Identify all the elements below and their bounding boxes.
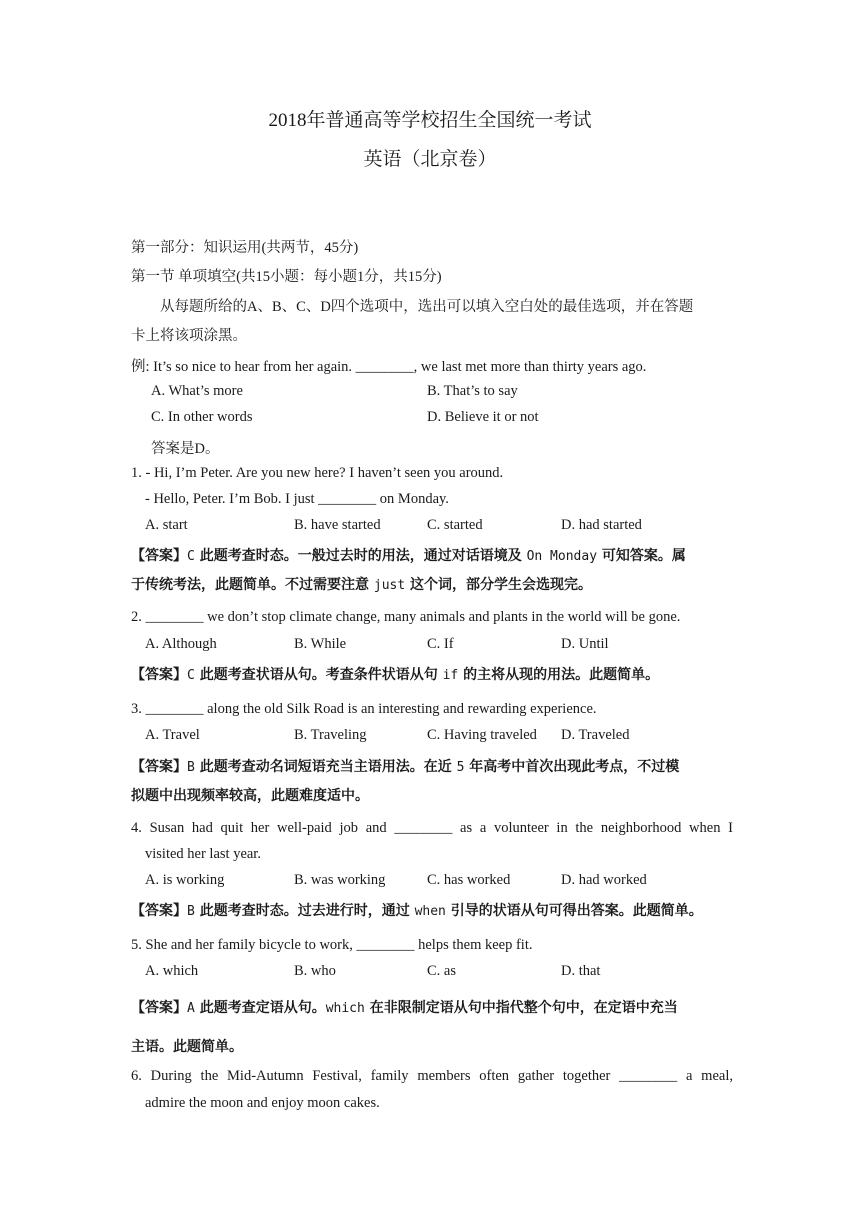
- instruction-line-1: 从每题所给的A、B、C、D四个选项中，选出可以填入空白处的最佳选项，并在答题: [160, 299, 694, 315]
- question-3-option-b: B. Traveling: [294, 727, 367, 743]
- question-3-option-d: D. Traveled: [561, 727, 630, 743]
- question-2-option-c: C. If: [427, 636, 454, 652]
- question-1-answer: 【答案】C 此题考查时态。一般过去时的用法，通过对话语境及 On Monday 可知答案。属 于传统考法，此题简单。不过需要注意 just 这个词，部分学生会选现完。: [131, 548, 686, 593]
- question-5-option-d: D. that: [561, 963, 601, 979]
- example-option-b: B. That’s to say: [427, 383, 518, 399]
- question-4-answer: 【答案】B 此题考查时态。过去进行时，通过 when 引导的状语从句可得出答案。此题简单。: [131, 903, 703, 919]
- question-5-stem: 5. She and her family bicycle to work, ________ helps them keep fit.: [131, 937, 533, 953]
- question-4-stem-2: visited her last year.: [145, 846, 261, 862]
- question-4-stem-1: 4. Susan had quit her well-paid job and ________ as a volunteer in the neighborhood when I: [131, 820, 733, 836]
- question-3-option-c: C. Having traveled: [427, 727, 537, 743]
- question-5-option-c: C. as: [427, 963, 456, 979]
- example-option-d: D. Believe it or not: [427, 409, 539, 425]
- question-2-option-d: D. Until: [561, 636, 609, 652]
- question-4-option-a: A. is working: [145, 872, 225, 888]
- question-4-option-b: B. was working: [294, 872, 386, 888]
- question-6-stem-1: 6. During the Mid-Autumn Festival, family members often gather together ________ a meal,: [131, 1068, 733, 1084]
- question-5-answer: 【答案】A 此题考查定语从句。which 在非限制定语从句中指代整个句中，在定语中充当 主语。此题简单。: [131, 1000, 678, 1055]
- example-option-c: C. In other words: [151, 409, 253, 425]
- exam-title: 2018年普通高等学校招生全国统一考试: [268, 110, 592, 131]
- section-heading: 第一节 单项填空(共15小题：每小题1分，共15分): [131, 269, 442, 285]
- question-3-answer: 【答案】B 此题考查动名词短语充当主语用法。在近 5 年高考中首次出现此考点，不过模 拟题中出现频率较高，此题难度适中。: [131, 759, 680, 804]
- question-1-option-d: D. had started: [561, 517, 642, 533]
- example-stem: 例: It’s so nice to hear from her again. ________, we last met more than thirty years ago.: [131, 359, 647, 375]
- instruction-line-2: 卡上将该项涂黑。: [131, 328, 247, 344]
- question-4-option-c: C. has worked: [427, 872, 511, 888]
- question-2-stem: 2. ________ we don’t stop climate change, many animals and plants in the world will be gone.: [131, 609, 681, 625]
- question-1-option-a: A. start: [145, 517, 188, 533]
- question-1-option-b: B. have started: [294, 517, 381, 533]
- question-1-stem-1: 1. - Hi, I’m Peter. Are you new here? I haven’t seen you around.: [131, 465, 504, 481]
- question-5-option-b: B. who: [294, 963, 336, 979]
- question-2-option-b: B. While: [294, 636, 347, 652]
- question-6-stem-2: admire the moon and enjoy moon cakes.: [145, 1095, 380, 1111]
- exam-subtitle: 英语（北京卷）: [363, 149, 497, 170]
- question-2-answer: 【答案】C 此题考查状语从句。考查条件状语从句 if 的主将从现的用法。此题简单。: [131, 667, 660, 683]
- question-1-stem-2: - Hello, Peter. I’m Bob. I just ________ on Monday.: [145, 491, 449, 507]
- question-2-option-a: A. Although: [145, 636, 217, 652]
- part-heading: 第一部分：知识运用(共两节，45分): [131, 240, 359, 256]
- question-3-option-a: A. Travel: [145, 727, 200, 743]
- question-3-stem: 3. ________ along the old Silk Road is an interesting and rewarding experience.: [131, 701, 597, 717]
- example-answer: 答案是D。: [151, 441, 220, 457]
- question-1-option-c: C. started: [427, 517, 483, 533]
- question-5-option-a: A. which: [145, 963, 199, 979]
- question-4-option-d: D. had worked: [561, 872, 647, 888]
- example-option-a: A. What’s more: [151, 383, 243, 399]
